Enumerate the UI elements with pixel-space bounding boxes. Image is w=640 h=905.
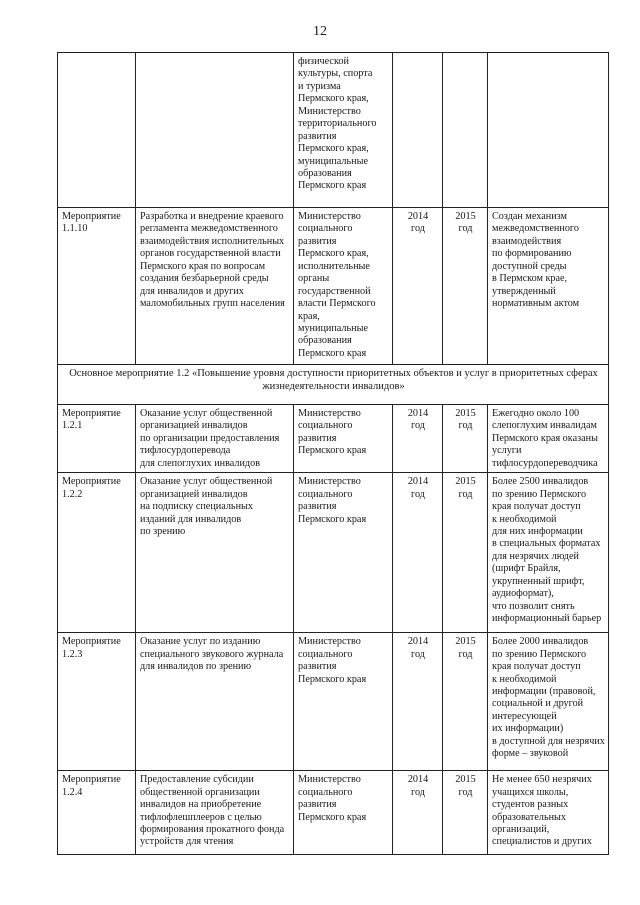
section-heading: Основное мероприятие 1.2 «Повышение уровня доступности приоритетных объектов и услуг в приоритетных сферах жизнедеятельности инвалидов»	[58, 365, 609, 405]
cell-name	[136, 53, 294, 208]
cell-end: 2015 год	[443, 208, 488, 365]
cell-name: Оказание услуг общественной организацией инвалидов по организации предоставления тифлосурдоперевода для слепоглухих инвалидов	[136, 405, 294, 473]
cell-executor: Министерство социального развития Пермского края	[294, 405, 393, 473]
cell-result: Не менее 650 незрячих учащихся школы, студентов разных образовательных организаций, специалистов и других	[488, 771, 609, 855]
cell-executor: Министерство социального развития Пермского края	[294, 771, 393, 855]
cell-code	[58, 53, 136, 208]
cell-result: Более 2000 инвалидов по зрению Пермского края получат доступ к необходимой информации (правовой, социальной и другой интересующей их информации) в доступной для незрячих форме – звуковой	[488, 633, 609, 771]
cell-end: 2015 год	[443, 633, 488, 771]
cell-code: Мероприятие 1.2.1	[58, 405, 136, 473]
cell-end: 2015 год	[443, 405, 488, 473]
cell-end: 2015 год	[443, 771, 488, 855]
cell-executor: Министерство социального развития Пермского края, исполнительные органы государственной власти Пермского края, муниципальные образования Пермского края	[294, 208, 393, 365]
cell-name: Оказание услуг общественной организацией инвалидов на подписку специальных изданий для инвалидов по зрению	[136, 473, 294, 633]
section-row	[58, 365, 609, 405]
table-row	[58, 473, 609, 633]
cell-executor: физической культуры, спорта и туризма Пермского края, Министерство территориального развития Пермского края, муниципальные образования Пермского края	[294, 53, 393, 208]
cell-result: Создан механизм межведомственного взаимодействия по формированию доступной среды в Пермском крае, утвержденный нормативным актом	[488, 208, 609, 365]
cell-end: 2015 год	[443, 473, 488, 633]
cell-start: 2014 год	[393, 405, 443, 473]
cell-start	[393, 53, 443, 208]
cell-start: 2014 год	[393, 473, 443, 633]
cell-result: Более 2500 инвалидов по зрению Пермского края получат доступ к необходимой для них информации в специальных форматах для незрячих людей (шрифт Брайля, укрупненный шрифт, аудиоформат), что позволит снять информационный барьер	[488, 473, 609, 633]
table-row	[58, 771, 609, 855]
cell-name: Оказание услуг по изданию специального звукового журнала для инвалидов по зрению	[136, 633, 294, 771]
cell-start: 2014 год	[393, 208, 443, 365]
cell-code: Мероприятие 1.2.3	[58, 633, 136, 771]
cell-name: Разработка и внедрение краевого регламента межведомственного взаимодействия исполнительных органов государственной власти Пермского края по вопросам создания безбарьерной среды для инвалидов и других маломобильных групп населения	[136, 208, 294, 365]
cell-executor: Министерство социального развития Пермского края	[294, 633, 393, 771]
cell-result: Ежегодно около 100 слепоглухим инвалидам Пермского края оказаны услуги тифлосурдопереводчика	[488, 405, 609, 473]
cell-end	[443, 53, 488, 208]
cell-executor: Министерство социального развития Пермского края	[294, 473, 393, 633]
cell-name: Предоставление субсидии общественной организации инвалидов на приобретение тифлофлешплееров с целью формирования прокатного фонда устройств для чтения	[136, 771, 294, 855]
measures-table	[57, 52, 609, 855]
table-row	[58, 405, 609, 473]
table-row	[58, 53, 609, 208]
table-row	[58, 208, 609, 365]
cell-code: Мероприятие 1.2.4	[58, 771, 136, 855]
cell-start: 2014 год	[393, 633, 443, 771]
cell-code: Мероприятие 1.1.10	[58, 208, 136, 365]
cell-code: Мероприятие 1.2.2	[58, 473, 136, 633]
table-row	[58, 633, 609, 771]
cell-result	[488, 53, 609, 208]
page-number: 12	[313, 24, 327, 39]
cell-start: 2014 год	[393, 771, 443, 855]
